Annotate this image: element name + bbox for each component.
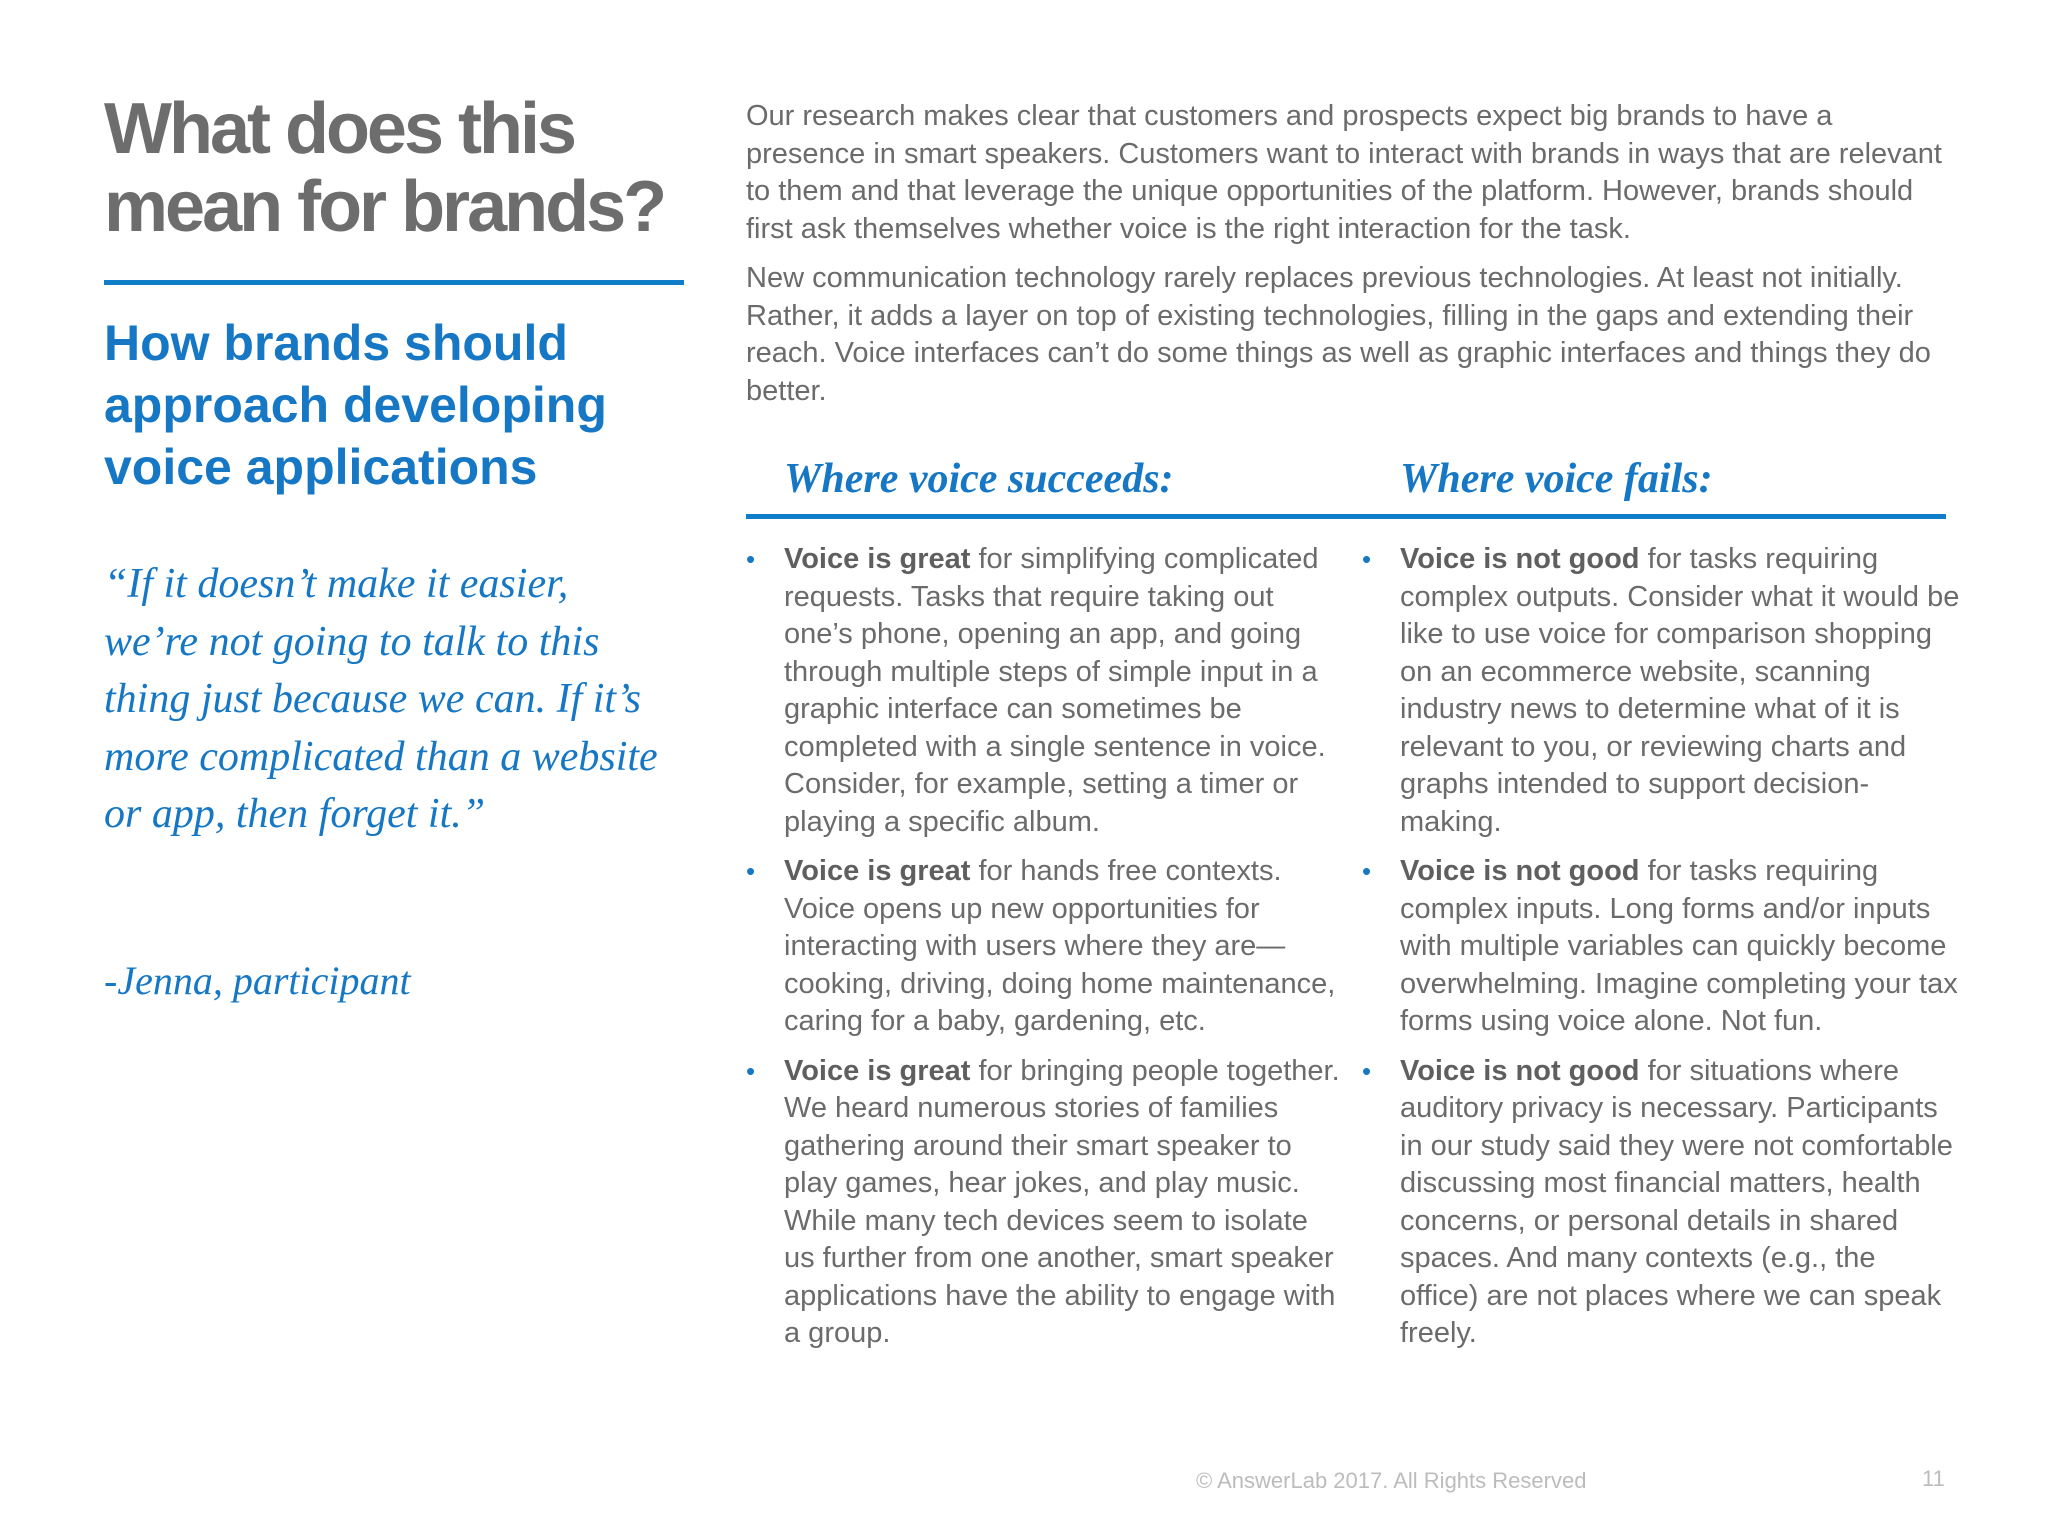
fails-item-1-lead: Voice is not good — [1400, 543, 1640, 575]
fails-list — [1362, 541, 1962, 1365]
fails-item-3 — [1362, 1053, 1962, 1353]
bullet-icon: • — [1362, 544, 1372, 574]
subtitle — [104, 312, 664, 498]
intro-paragraph-2: New communication technology rarely replaces previous technologies. At least not initially. Rather, it adds a layer on top of existing technologies, filling in the gaps and extending their reach. Voice interfaces can’t do some things as well as graphic interfaces and things they do better. — [746, 262, 1931, 407]
subtitle-line3: voice applications — [104, 439, 538, 495]
fails-heading: Where voice fails: — [1400, 456, 1713, 502]
succeeds-item-2 — [746, 853, 1346, 1041]
succeeds-item-1 — [746, 541, 1346, 841]
participant-quote: “If it doesn’t make it easier, we’re not going to talk to this thing just because we can. If it’s more complicated than a website or app, then forget it.” — [104, 561, 658, 837]
bullet-icon: • — [746, 544, 756, 574]
succeeds-item-3-lead: Voice is great — [784, 1054, 971, 1087]
fails-item-2-lead: Voice is not good — [1400, 855, 1640, 887]
bullet-icon: • — [746, 1055, 756, 1086]
intro-text — [746, 98, 1946, 422]
succeeds-heading: Where voice succeeds: — [784, 456, 1174, 502]
copyright-footer: © AnswerLab 2017. All Rights Reserved — [1196, 1468, 1587, 1493]
page-number: 11 — [1922, 1466, 1945, 1491]
succeeds-item-3 — [746, 1053, 1346, 1353]
intro-paragraph-1: Our research makes clear that customers and prospects expect big brands to have a presence in smart speakers. Customers want to interact with brands in ways that are relevant to them and that leverage the unique opportunities of the platform. However, brands should first ask themselves whether voice is the right interaction for the task. — [746, 100, 1942, 245]
columns-divider — [746, 514, 1946, 519]
succeeds-item-1-text: for simplifying complicated requests. Tasks that require taking out one’s phone, opening an app, and going through multiple steps of simple input in a graphic interface can sometimes be completed with a single sentence in voice. Consider, for example, setting a timer or playing a specific album. — [784, 543, 1326, 838]
fails-item-3-text: for situations where auditory privacy is necessary. Participants in our study said they were not comfortable discussing most financial matters, health concerns, or personal details in shared spaces. And many contexts (e.g., the office) are not places where we can speak freely. — [1400, 1054, 1953, 1349]
fails-item-2-text: for tasks requiring complex inputs. Long forms and/or inputs with multiple variables can quickly become overwhelming. Imagine completing your tax forms using voice alone. Not fun. — [1400, 855, 1958, 1037]
succeeds-list — [746, 541, 1346, 1365]
page-title — [104, 90, 684, 246]
subtitle-line1: How brands should — [104, 315, 568, 371]
fails-item-3-lead: Voice is not good — [1400, 1054, 1640, 1087]
succeeds-item-2-text: for hands free contexts. Voice opens up new opportunities for interacting with users where they are—cooking, driving, doing home maintenance, caring for a baby, gardening, etc. — [784, 855, 1336, 1037]
succeeds-item-3-text: for bringing people together. We heard numerous stories of families gathering around their smart speaker to play games, hear jokes, and play music. While many tech devices seem to isolate us further from one another, smart speaker applications have the ability to engage with a group. — [784, 1054, 1340, 1349]
fails-item-1-text: for tasks requiring complex outputs. Consider what it would be like to use voice for comparison shopping on an ecommerce website, scanning industry news to determine what of it is relevant to you, or reviewing charts and graphs intended to support decision-making. — [1400, 543, 1960, 838]
bullet-icon: • — [746, 856, 756, 886]
succeeds-item-2-lead: Voice is great — [784, 855, 971, 887]
fails-item-1 — [1362, 541, 1962, 841]
title-block — [104, 90, 684, 246]
quote-attribution: -Jenna, participant — [104, 958, 411, 1003]
title-divider — [104, 280, 684, 285]
subtitle-line2: approach developing — [104, 377, 607, 433]
bullet-icon: • — [1362, 856, 1372, 886]
fails-item-2 — [1362, 853, 1962, 1041]
page-title-line2: mean for brands? — [104, 167, 665, 247]
page-title-line1: What does this — [104, 89, 575, 169]
succeeds-item-1-lead: Voice is great — [784, 543, 971, 575]
bullet-icon: • — [1362, 1055, 1372, 1086]
